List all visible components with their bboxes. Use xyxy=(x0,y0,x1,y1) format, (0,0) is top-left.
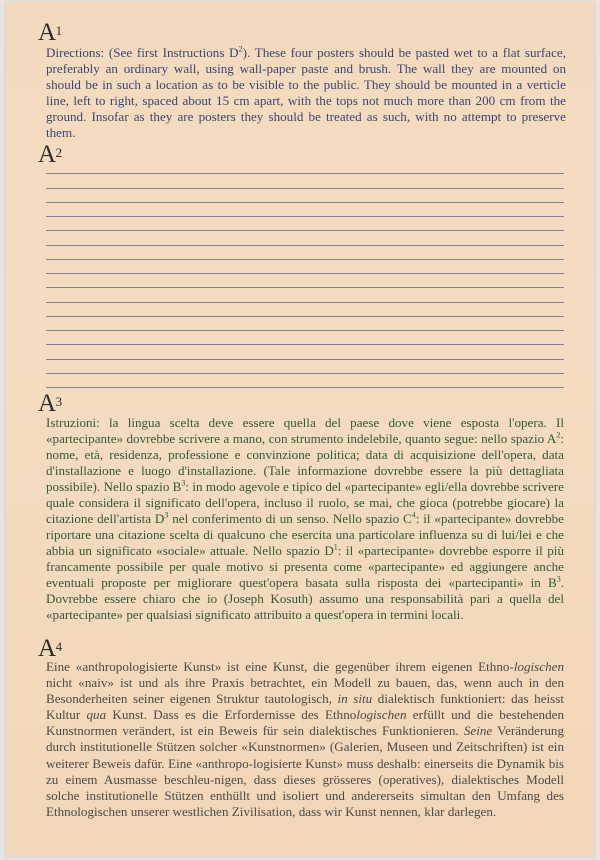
blank-write-line[interactable] xyxy=(46,345,564,359)
blank-write-line[interactable] xyxy=(46,288,564,302)
section-a1-text: Directions: (See first Instructions $D^2$). These four posters should be pasted wet to a flat surface, preferably an ordinary wall, using wall-paper paste and brush. The wall they are mounted on should be in such a location as to be visible to the public. They should be mounted in a verticle line, left to right, spaced about 15 cm apart, with the tops not much more than 200 cm from the ground. Insofar as they are posters they should be treated as such, with no attempt to preserve them. xyxy=(46,44,566,140)
poster-sheet xyxy=(6,2,594,856)
section-a2-label: $A^2$ xyxy=(38,141,62,168)
section-a4-label: $A^4$ xyxy=(38,635,62,662)
blank-write-line[interactable] xyxy=(46,217,564,231)
blank-write-line[interactable] xyxy=(46,246,564,260)
blank-write-line[interactable] xyxy=(46,360,564,374)
blank-write-line[interactable] xyxy=(46,203,564,217)
blank-write-line[interactable] xyxy=(46,231,564,245)
blank-write-line[interactable] xyxy=(46,303,564,317)
section-a3-text: Istruzioni: la lingua scelta deve essere quella del paese dove viene esposta l'opera. Il «partecipante» dovrebbe scrivere a mano, con strumento indelebile, quanto segue: nello spazio $A^2$: nome, età, residenza, professione e convinzione politica; data di acquisizione dell'opera, data d'installazione e luogo d'installazione. (Tale informazione dovrebbe essere la più dettagliata possibile). Nello spazio $B^3$: in modo agevole e tipico del «partecipante» egli/ella dovrebbe scrivere quale considera il significato dell'opera, incluso il ruolo, se mai, che gioca (potrebbe giocare) la citazione dell'artista $D^3$ nel conferimento di un senso. Nello spazio $C^4$: il «partecipante» dovrebbe riportare una citazione scelta di qualcuno che esercita una particolare influenza su di lui/lei e che abbia un significato «sociale» attuale. Nello spazio $D^1$: il «partecipante» dovrebbe esporre il più francamente possibile per quale motivo si presenta come «partecipante» ed aggiungere anche eventuali proposte per migliorare quest'opera basata sulla risposta dei «partecipanti» in $B^3$. Dovrebbe essere chiaro che io (Joseph Kosuth) assumo una responsabilità pari a quella del «partecipante» per qualsiasi significato attribuito a quest'opera in termini locali. xyxy=(46,415,564,622)
blank-write-line[interactable] xyxy=(46,160,564,174)
blank-write-line[interactable] xyxy=(46,274,564,288)
blank-write-line[interactable] xyxy=(46,317,564,331)
blank-write-line[interactable] xyxy=(46,374,564,388)
section-a1-label: $A^1$ xyxy=(38,19,62,46)
blank-write-line[interactable] xyxy=(46,174,564,188)
blank-write-line[interactable] xyxy=(46,260,564,274)
blank-write-line[interactable] xyxy=(46,331,564,345)
blank-write-line[interactable] xyxy=(46,189,564,203)
section-a2-blank-lines[interactable] xyxy=(46,160,564,388)
section-a3-label: $A^3$ xyxy=(38,390,62,417)
section-a4-text: Eine «anthropologisierte Kunst» ist eine Kunst, die gegenüber ihrem eigenen Ethno-logischen nicht «naiv» ist und als ihre Praxis betrachtet, ein Modell zu bauen, das, wenn auch in den Besonderheiten seiner eigenen Struktur tautologisch, in situ dialektisch funktioniert: das heisst Kultur qua Kunst. Dass es die Erfordernisse des Ethnologischen erfüllt und die bestehenden Kunstnormen verändert, ist ein Beweis für sein dialektisches Funktionieren. Seine Veränderung durch institutionelle Stützen solcher «Kunstnormen» (Galerien, Museen und Zeitschriften) ist ein weiterer Beweis dafür. Eine «anthropo-logisierte Kunst» muss deshalb: einerseits die Dynamik bis zu einem Ausmasse beschleu-nigen, dass dieses grösseres (operatives), dialektisches Modell solche institutionelle Stützen enthüllt und isoliert und andererseits simultan den Umfang des Ethnologischen unserer westlichen Zivilisation, dass wir Kunst nennen, klar darlegen. xyxy=(46,659,564,819)
